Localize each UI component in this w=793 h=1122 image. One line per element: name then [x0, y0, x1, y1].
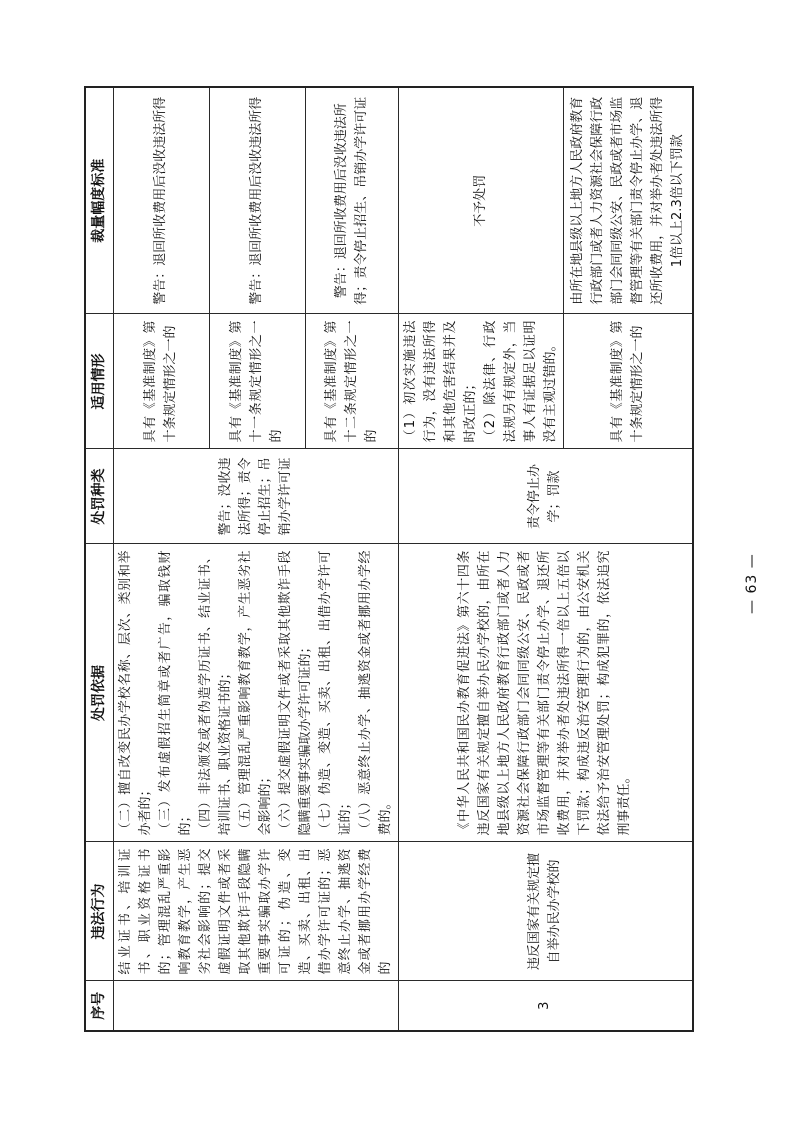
basis-item: （六）提交虚假证明文件或者采取其他欺诈手段隐瞒重要事实骗取办学许可证的； [277, 550, 313, 836]
cell-situation-row5: 具有《基准制度》第十条规定情形之一的 [563, 314, 693, 449]
basis-item: （二）擅自改变民办学校名称、层次、类别和举办者的； [117, 550, 153, 836]
col-header-standard: 裁量幅度标准 [85, 87, 113, 314]
basis-item: （四）非法颁发或者伪造学历证书、结业证书、培训证书、职业资格证书的； [197, 550, 233, 836]
cell-standard-row1: 警告：退回所收费用后没收违法所得 [113, 87, 209, 314]
basis-item: （三）发布虚假招生简章或者广告，骗取钱财的； [157, 550, 193, 836]
cell-basis-group2: 《中华人民共和国民办教育促进法》第六十四条 违反国家有关规定擅自举办民办学校的，由所在地县级以上地方人民政府教育行政部门或者人力资源社会保障行政部门会同同级公安、民政或者市场监督管理等有关部门责令停止办学、退还所收费用，并对举办者处违法所得一倍以上五倍以下罚款；构成违反治安管理行为的，由公安机关依法给予治安管理处罚；构成犯罪的，依法追究刑事责任。 [398, 544, 693, 842]
cell-types-group2: 责令停止办学；罚款 [398, 449, 693, 544]
cell-serial-group2: 3 [398, 981, 693, 1031]
page-number: — 63 — [744, 553, 760, 614]
cell-behavior-group2: 违反国家有关规定擅自举办民办学校的 [398, 842, 693, 981]
cell-types-group1: 警告；没收违法所得；责令停止招生；吊销办学许可证 [113, 449, 398, 544]
cell-standard-row3: 警告：退回所收费用后没收违法所得；责令停止招生、吊销办学许可证 [305, 87, 398, 314]
situation-item: （2）除法律、行政法规另有规定外，当事人有证据足以证明没有主观过错的。 [482, 320, 558, 443]
situation-item: （1）初次实施违法行为，没有违法所得和其他危害结果并及时改正的； [402, 320, 478, 443]
cell-situation-row4 [398, 314, 563, 449]
rotated-table-container [84, 88, 685, 1032]
penalty-discretion-table [84, 86, 694, 1032]
basis-item: （五）管理混乱严重影响教育教学，产生恶劣社会影响的； [237, 550, 273, 836]
cell-standard-row2: 警告：退回所收费用后没收违法所得 [209, 87, 305, 314]
col-header-situation: 适用情形 [85, 314, 113, 449]
cell-standard-row4: 不予处罚 [398, 87, 563, 314]
col-header-types: 处罚种类 [85, 449, 113, 544]
col-header-behavior: 违法行为 [85, 842, 113, 981]
cell-standard-row5: 由所在地县级以上地方人民政府教育行政部门或者人力资源社会保障行政部门会同同级公安、民政或者市场监督管理等有关部门责令停止办学、退还所收费用，并对举办者处违法所得1倍以上2.3倍以下罚款 [563, 87, 693, 314]
basis-item: （七）伪造、变造、买卖、出租、出借办学许可证的； [317, 550, 353, 836]
header-row [85, 87, 113, 1031]
cell-situation-row1: 具有《基准制度》第十条规定情形之一的 [113, 314, 209, 449]
col-header-basis: 处罚依据 [85, 544, 113, 842]
cell-basis-group1 [113, 544, 398, 842]
col-header-serial: 序号 [85, 981, 113, 1031]
cell-behavior-group1: 结业证书、培训证书、职业资格证书的；管理混乱严重影响教育教学，产生恶劣社会影响的；提交虚假证明文件或者采取其他欺诈手段隐瞒重要事实骗取办学许可证的；伪造、变造、买卖、出租、出借办学许可证的；恶意终止办学、抽逃资金或者挪用办学经费的 [113, 842, 398, 981]
cell-situation-row2: 具有《基准制度》第十一条规定情形之一的 [209, 314, 305, 449]
cell-serial-group1 [113, 981, 398, 1031]
table-row [113, 87, 209, 1031]
basis-item: （八）恶意终止办学、抽逃资金或者挪用办学经费的。 [357, 550, 393, 836]
cell-situation-row3: 具有《基准制度》第十二条规定情形之一的 [305, 314, 398, 449]
table-row [398, 87, 563, 1031]
